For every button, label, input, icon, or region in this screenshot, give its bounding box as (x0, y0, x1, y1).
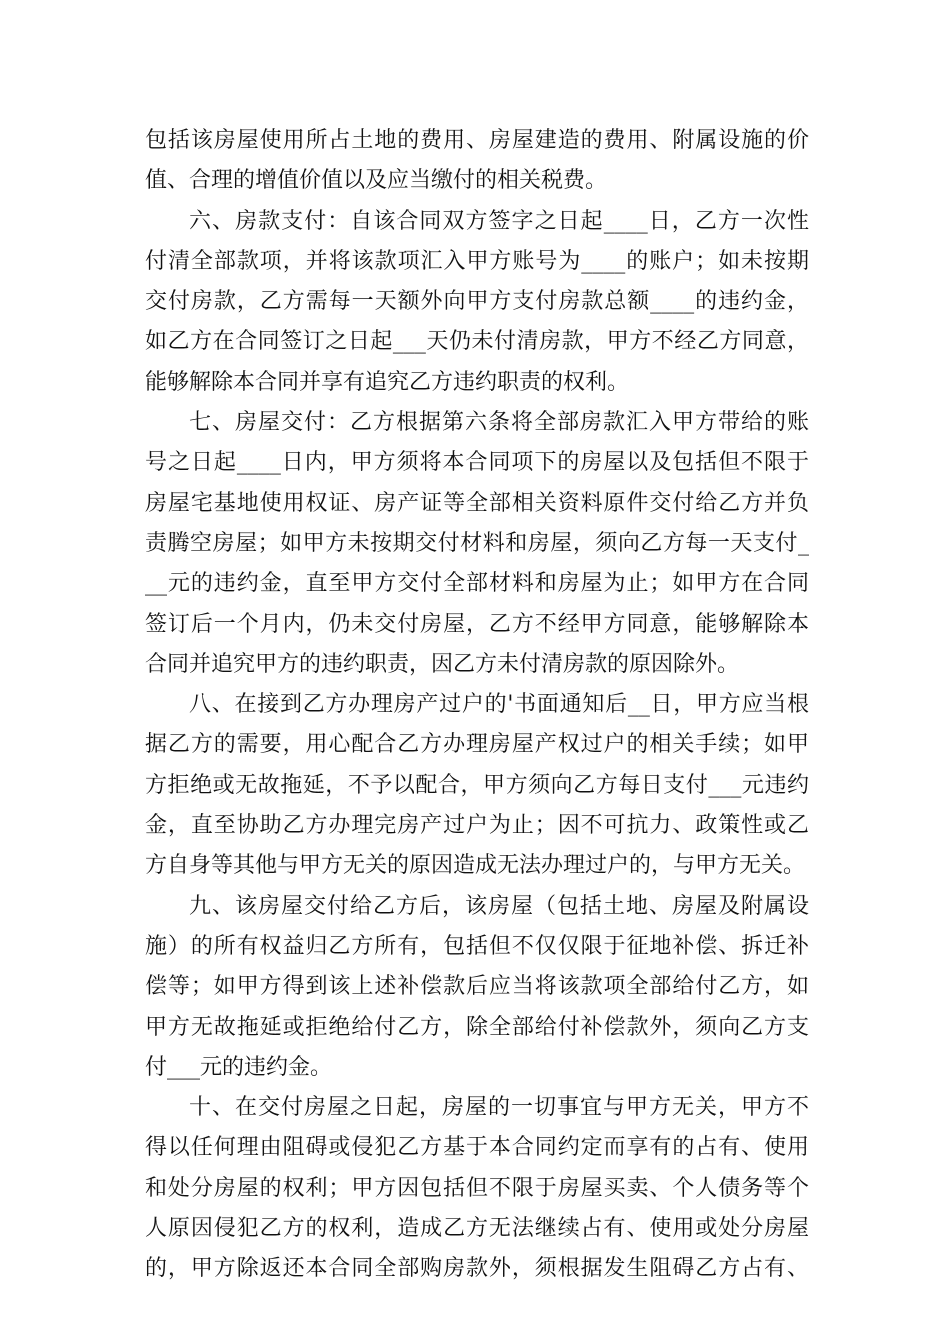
clause-nine-heading-line: 九、该房屋交付给乙方后，该房屋（包括土地、房屋及附属设 (189, 893, 809, 919)
text-line: 号之日起____日内，甲方须将本合同项下的房屋以及包括但不限于 (145, 450, 809, 476)
text-line: 和处分房屋的权利；甲方因包括但不限于房屋买卖、个人债务等个 (145, 1175, 809, 1201)
text-line: 甲方无故拖延或拒绝给付乙方，除全部给付补偿款外，须向乙方支 (145, 1014, 809, 1040)
text-line: 如乙方在合同签订之日起___天仍未付清房款，甲方不经乙方同意， (145, 329, 809, 355)
text-line: 施）的所有权益归乙方所有，包括但不仅仅限于征地补偿、拆迁补 (145, 933, 809, 959)
text-line: 得以任何理由阻碍或侵犯乙方基于本合同约定而享有的占有、使用 (145, 1135, 809, 1161)
text-line: 方拒绝或无故拖延，不予以配合，甲方须向乙方每日支付___元违约 (145, 772, 809, 798)
text-line: 签订后一个月内，仍未交付房屋，乙方不经甲方同意，能够解除本 (145, 611, 809, 637)
text-line: 金，直至协助乙方办理完房产过户为止；因不可抗力、政策性或乙 (145, 813, 809, 839)
text-line: 的，甲方除返还本合同全部购房款外，须根据发生阻碍乙方占有、 (145, 1256, 809, 1282)
text-line: 付清全部款项，并将该款项汇入甲方账号为____的账户；如未按期 (145, 248, 809, 274)
text-line: 能够解除本合同并享有追究乙方违约职责的权利。 (145, 369, 630, 395)
text-line: 包括该房屋使用所占土地的费用、房屋建造的费用、附属设施的价 (145, 128, 809, 153)
text-line: 人原因侵犯乙方的权利，造成乙方无法继续占有、使用或处分房屋 (145, 1216, 809, 1242)
text-line: __元的违约金，直至甲方交付全部材料和房屋为止；如甲方在合同 (145, 571, 809, 597)
text-line: 偿等；如甲方得到该上述补偿款后应当将该款项全部给付乙方，如 (145, 974, 809, 1000)
text-line: 付___元的违约金。 (145, 1054, 333, 1080)
text-line: 据乙方的需要，用心配合乙方办理房屋产权过户的相关手续；如甲 (145, 732, 809, 758)
contract-text-page (145, 121, 809, 1290)
clause-six-heading-line: 六、房款支付：自该合同双方签字之日起____日，乙方一次性 (189, 208, 809, 234)
text-line: 交付房款，乙方需每一天额外向甲方支付房款总额____的违约金， (145, 289, 809, 315)
text-line: 值、合理的增值价值以及应当缴付的相关税费。 (145, 168, 608, 194)
text-line: 方自身等其他与甲方无关的原因造成无法办理过户的，与甲方无关。 (145, 853, 806, 879)
text-line: 责腾空房屋；如甲方未按期交付材料和房屋，须向乙方每一天支付_ (145, 530, 809, 556)
clause-seven-heading-line: 七、房屋交付：乙方根据第六条将全部房款汇入甲方带给的账 (189, 410, 809, 436)
clause-ten-heading-line: 十、在交付房屋之日起，房屋的一切事宜与甲方无关，甲方不 (189, 1095, 809, 1121)
text-line: 合同并追究甲方的违约职责，因乙方未付清房款的原因除外。 (145, 651, 740, 677)
text-line: 房屋宅基地使用权证、房产证等全部相关资料原件交付给乙方并负 (145, 490, 809, 516)
clause-eight-heading-line: 八、在接到乙方办理房产过户的'书面通知后__日，甲方应当根 (189, 692, 809, 718)
